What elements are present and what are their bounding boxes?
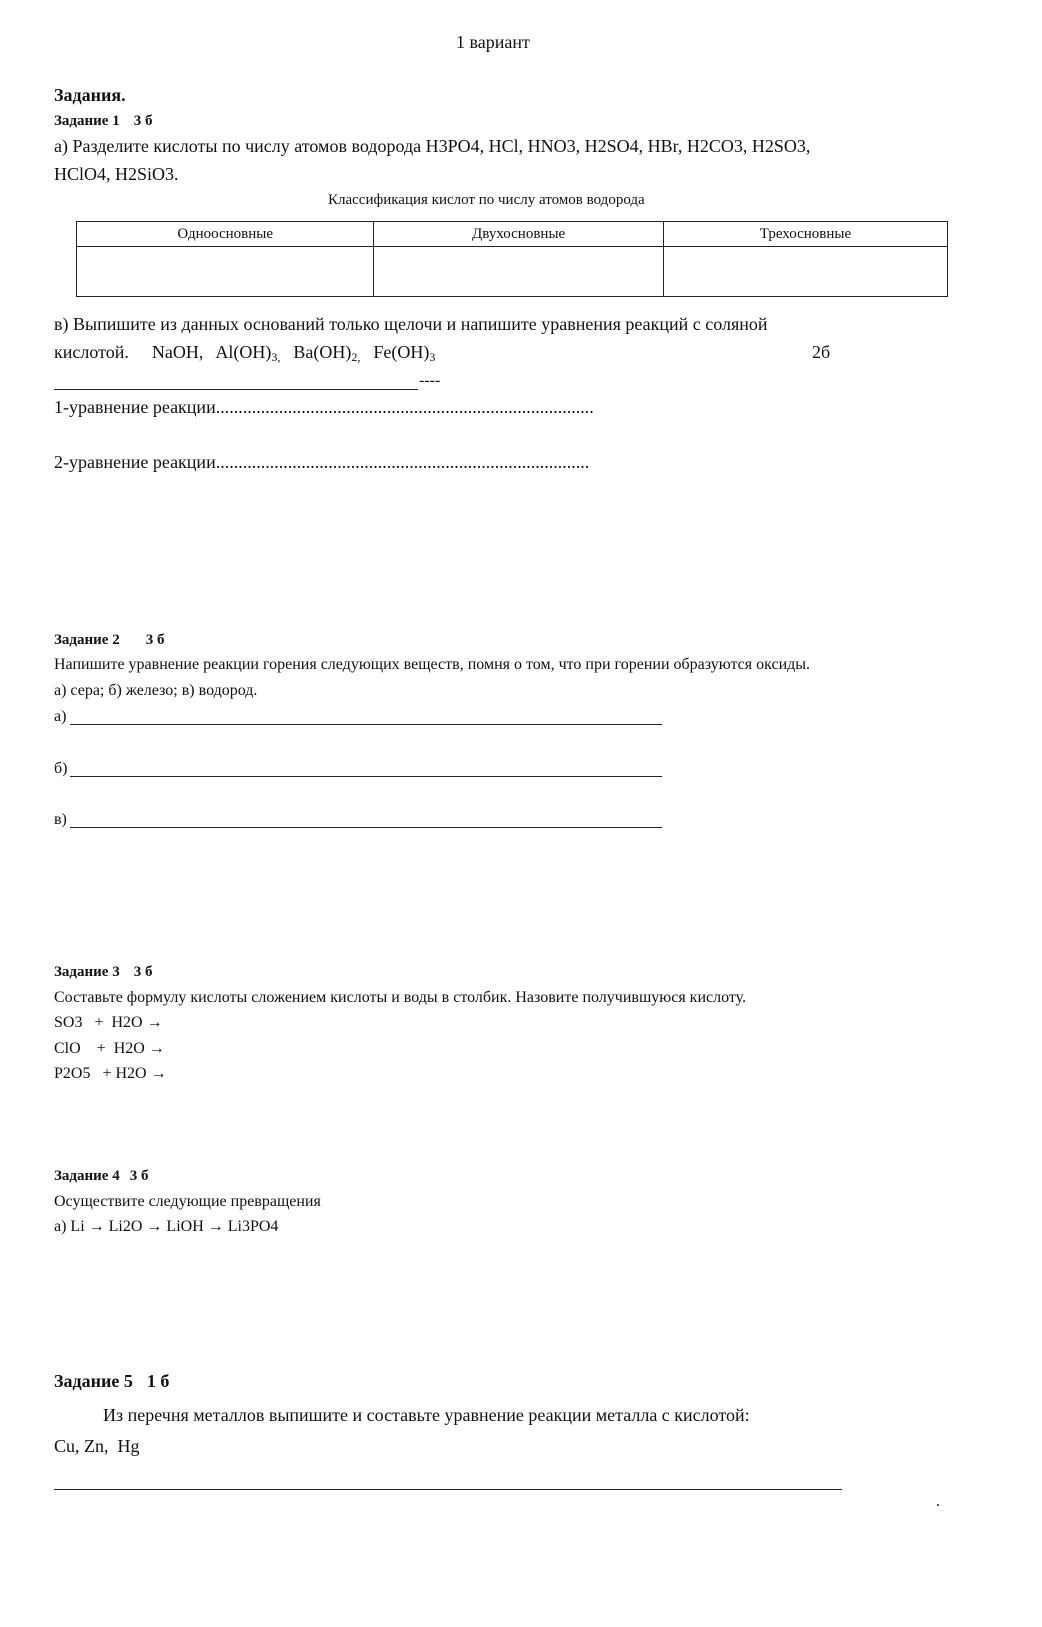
- task2-answer-line-a[interactable]: [70, 724, 662, 725]
- task1b-dashes: ----: [419, 372, 441, 389]
- task2-prompt: Напишите уравнение реакции горения следующих веществ, помня о том, что при горении образуются оксиды.: [54, 656, 811, 673]
- task2-answer-label-b: б): [54, 760, 68, 777]
- task3-prompt: Составьте формулу кислоты сложением кислоты и воды в столбик. Назовите получившуюся кислоту.: [54, 989, 747, 1006]
- table-answer-row: [77, 247, 948, 297]
- task2-title: [54, 632, 164, 649]
- task1b-line2-prefix: кислотой.: [54, 342, 129, 362]
- task1-title: [54, 113, 152, 130]
- table-header-row: [77, 222, 948, 247]
- base-baoh-sub: 2,: [351, 350, 361, 364]
- task5-points: 1 б: [146, 1371, 170, 1391]
- task2-answer-line-b[interactable]: [70, 776, 662, 777]
- task2-answer-label-c: в): [54, 811, 67, 828]
- base-feoh: [373, 342, 435, 362]
- task5-title-text: Задание 5: [54, 1371, 133, 1391]
- base-aloh-sub: 3,: [271, 350, 281, 364]
- base-aloh: [215, 342, 280, 362]
- task2-answer-line-c[interactable]: [70, 827, 662, 828]
- task5-metals: Cu, Zn, Hg: [54, 1436, 140, 1456]
- answer-cell-dibasic[interactable]: [374, 247, 664, 297]
- base-baoh-text: Ba(OH): [293, 342, 352, 362]
- task1b-points: 2б: [812, 342, 831, 362]
- task5-answer-line[interactable]: [54, 1489, 842, 1490]
- task2-answer-label-a: а): [54, 708, 67, 725]
- task4-prompt: Осуществите следующие превращения: [54, 1193, 321, 1210]
- column-dibasic: Двухосновные: [374, 222, 664, 247]
- base-aloh-text: Al(OH): [215, 342, 272, 362]
- variant-title: 1 вариант: [456, 32, 530, 52]
- task4-points: 3 б: [129, 1168, 149, 1184]
- column-tribasic: Трехосновные: [663, 222, 947, 247]
- task4-title: [54, 1168, 148, 1185]
- task3-title-text: Задание 3: [54, 964, 120, 980]
- task4-title-text: Задание 4: [54, 1168, 120, 1184]
- task3-points: 3 б: [133, 964, 153, 980]
- task1-prompt-line1: а) Разделите кислоты по числу атомов водорода H3PO4, HCl, HNO3, H2SO4, HBr, H2CO3, H2SO3,: [54, 136, 811, 156]
- base-naoh: NaOH,: [151, 342, 204, 362]
- task5-title: [54, 1371, 169, 1392]
- answer-cell-monobasic[interactable]: [77, 247, 374, 297]
- task1-title-text: Задание 1: [54, 113, 120, 129]
- task1-points: 3 б: [133, 113, 153, 129]
- table-caption: Классификация кислот по числу атомов водорода: [328, 192, 645, 208]
- task2-items: а) сера; б) железо; в) водород.: [54, 682, 258, 699]
- task1b-line1: в) Выпишите из данных оснований только щелочи и напишите уравнения реакций с соляной: [54, 314, 768, 334]
- task1-prompt-line2: HClO4, H2SiO3.: [54, 164, 179, 184]
- base-feoh-sub: 3: [429, 350, 436, 364]
- task4-chain: а) Li → Li2O → LiOH → Li3PO4: [54, 1218, 279, 1235]
- equation-1-line: 1-уравнение реакции....................................................................................: [54, 397, 594, 417]
- base-feoh-text: Fe(OH): [373, 342, 430, 362]
- answer-cell-tribasic[interactable]: [663, 247, 947, 297]
- task1b-answer-line[interactable]: [54, 389, 418, 390]
- footer-mark: .: [936, 1493, 940, 1510]
- task3-line-p2o5: P2O5 + H2O →: [54, 1065, 167, 1082]
- task1b-line2: [54, 342, 435, 363]
- task3-line-so3: SO3 + H2O →: [54, 1014, 163, 1031]
- task5-prompt: Из перечня металлов выпишите и составьте уравнение реакции металла с кислотой:: [103, 1405, 750, 1425]
- task2-points: 3 б: [145, 632, 165, 648]
- equation-2-line: 2-уравнение реакции...................................................................................: [54, 452, 590, 472]
- column-monobasic: Одноосновные: [77, 222, 374, 247]
- tasks-heading: Задания.: [54, 85, 126, 105]
- task2-title-text: Задание 2: [54, 632, 120, 648]
- classification-table: [76, 221, 948, 297]
- task3-title: [54, 964, 152, 981]
- base-baoh: [293, 342, 360, 362]
- task3-line-clo: ClO + H2O →: [54, 1040, 165, 1057]
